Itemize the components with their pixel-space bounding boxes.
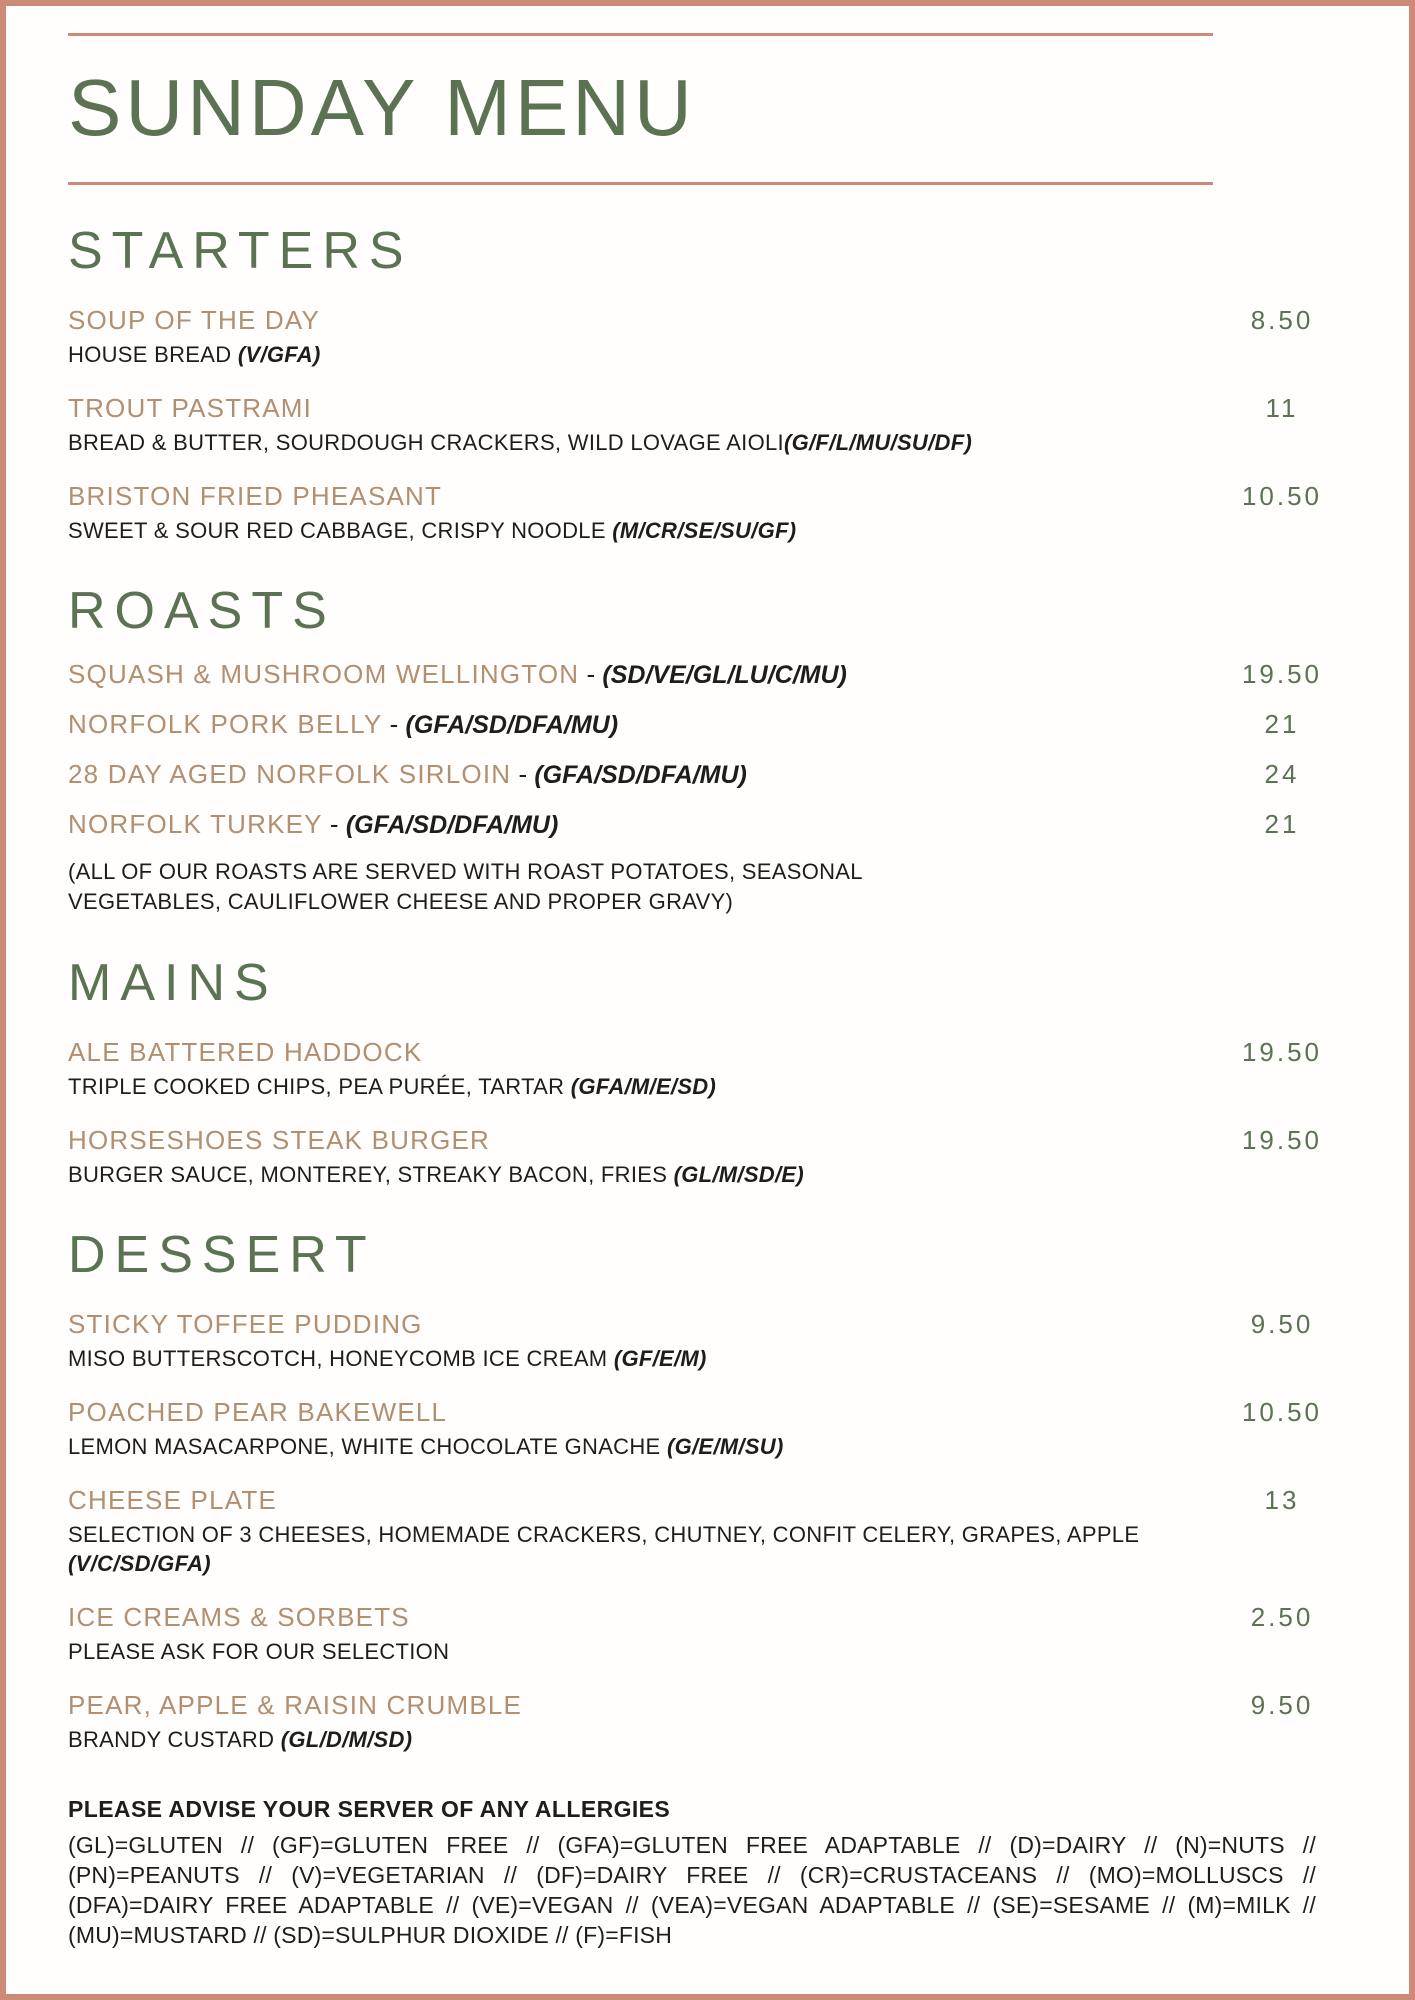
item-name: HORSESHOES STEAK BURGER: [68, 1125, 491, 1155]
item-head: [68, 707, 1347, 741]
item-name: STICKY TOFFEE PUDDING: [68, 1309, 423, 1339]
item-price: 9.50: [1250, 1309, 1314, 1339]
allergen-tag: (GFA/M/E/SD): [570, 1074, 717, 1099]
name-allergen-separator: -: [322, 809, 346, 839]
name-allergen-separator: -: [511, 759, 535, 789]
item-description: [68, 1344, 1347, 1373]
item-price: 11: [1265, 393, 1299, 423]
allergen-tag: (G/E/M/SU): [666, 1434, 784, 1459]
section-header-dessert: DESSERT: [68, 1226, 376, 1284]
item-head: [68, 1600, 1347, 1634]
item-description: [68, 1725, 1347, 1754]
item-name: SQUASH & MUSHROOM WELLINGTON: [68, 659, 580, 689]
item-head: [68, 807, 1347, 841]
item-price: 8.50: [1250, 305, 1314, 335]
allergen-tag: (GFA/SD/DFA/MU): [405, 711, 619, 739]
item-price: 19.50: [1241, 1037, 1323, 1067]
item-desc-text: MISO BUTTERSCOTCH, HONEYCOMB ICE CREAM: [68, 1346, 614, 1371]
allergen-tag: (GFA/SD/DFA/MU): [345, 811, 559, 839]
section-dessert: [68, 1225, 1347, 1754]
section-mains: [68, 953, 1347, 1189]
item-name: 28 DAY AGED NORFOLK SIRLOIN: [68, 759, 512, 789]
menu-item: [68, 657, 1347, 691]
allergen-tag: (V/C/SD/GFA): [68, 1551, 211, 1576]
title-rule-top: [68, 33, 1213, 36]
item-desc-text: HOUSE BREAD: [68, 342, 238, 367]
item-price: 9.50: [1250, 1690, 1314, 1720]
item-head: [68, 1123, 1347, 1157]
item-name: NORFOLK TURKEY: [68, 809, 323, 839]
item-name: CHEESE PLATE: [68, 1485, 277, 1515]
item-head: [68, 1483, 1347, 1517]
item-description: [68, 340, 1347, 369]
name-allergen-separator: -: [382, 709, 406, 739]
item-description: [68, 1637, 1347, 1666]
item-desc-text: SWEET & SOUR RED CABBAGE, CRISPY NOODLE: [68, 518, 613, 543]
item-price: 21: [1264, 809, 1300, 839]
allergen-tag: (V/GFA): [237, 342, 321, 367]
name-allergen-separator: -: [579, 659, 603, 689]
title-rule-bottom: [68, 182, 1213, 185]
allergen-tag: (M/CR/SE/SU/GF): [612, 518, 797, 543]
item-price: 21: [1264, 709, 1300, 739]
allergen-tag: (GFA/SD/DFA/MU): [534, 761, 747, 789]
item-head: [68, 1035, 1347, 1069]
item-name: POACHED PEAR BAKEWELL: [68, 1397, 448, 1427]
item-description: [68, 1160, 1347, 1189]
item-desc-text: PLEASE ASK FOR OUR SELECTION: [68, 1639, 450, 1664]
section-header-mains: MAINS: [68, 954, 278, 1012]
item-name-line: [68, 807, 1217, 841]
allergy-footer: [68, 1794, 1347, 1950]
menu-item: [68, 807, 1347, 841]
item-head: [68, 1307, 1347, 1341]
item-name: NORFOLK PORK BELLY: [68, 709, 383, 739]
menu-item: [68, 1395, 1347, 1461]
item-description: [68, 516, 1347, 545]
section-roasts: [68, 581, 1347, 917]
allergen-tag: (GL/D/M/SD): [280, 1727, 413, 1752]
item-name: PEAR, APPLE & RAISIN CRUMBLE: [68, 1690, 523, 1720]
item-name-line: [68, 757, 1217, 791]
allergen-tag: (SD/VE/GL/LU/C/MU): [602, 661, 847, 689]
item-name: ICE CREAMS & SORBETS: [68, 1602, 410, 1632]
menu-item: [68, 1035, 1347, 1101]
item-head: [68, 479, 1347, 513]
item-head: [68, 1688, 1347, 1722]
allergen-tag: (GF/E/M): [613, 1346, 707, 1371]
item-desc-text: BRANDY CUSTARD: [68, 1727, 281, 1752]
item-head: [68, 1395, 1347, 1429]
item-price: 10.50: [1241, 1397, 1323, 1427]
item-head: [68, 303, 1347, 337]
menu-item: [68, 1600, 1347, 1666]
item-price: 19.50: [1241, 1125, 1323, 1155]
menu-item: [68, 303, 1347, 369]
menu-item: [68, 707, 1347, 741]
item-head: [68, 757, 1347, 791]
item-name: SOUP OF THE DAY: [68, 305, 321, 335]
item-price: 19.50: [1241, 659, 1323, 689]
roasts-note: (ALL OF OUR ROASTS ARE SERVED WITH ROAST POTATOES, SEASONAL VEGETABLES, CAULIFLOWER CHEESE AND PROPER GRAVY): [68, 859, 862, 914]
item-name: ALE BATTERED HADDOCK: [68, 1037, 423, 1067]
menu-item: [68, 479, 1347, 545]
section-header-starters: STARTERS: [68, 222, 413, 280]
section-header-roasts: ROASTS: [68, 582, 336, 640]
item-price: 24: [1264, 759, 1300, 789]
allergy-advice-title: PLEASE ADVISE YOUR SERVER OF ANY ALLERGIES: [68, 1796, 671, 1822]
section-starters: [68, 221, 1347, 545]
menu-item: [68, 391, 1347, 457]
item-desc-text: LEMON MASACARPONE, WHITE CHOCOLATE GNACHE: [68, 1434, 667, 1459]
allergen-tag: (G/F/L/MU/SU/DF): [783, 430, 973, 455]
item-name-line: [68, 707, 1217, 741]
item-desc-text: BREAD & BUTTER, SOURDOUGH CRACKERS, WILD LOVAGE AIOLI: [68, 430, 784, 455]
item-head: [68, 391, 1347, 425]
item-head: [68, 657, 1347, 691]
menu-item: [68, 1483, 1347, 1578]
item-name: BRISTON FRIED PHEASANT: [68, 481, 443, 511]
item-price: 2.50: [1250, 1602, 1314, 1632]
allergy-key: (GL)=GLUTEN // (GF)=GLUTEN FREE // (GFA)=GLUTEN FREE ADAPTABLE // (D)=DAIRY // (N)=NUTS // (PN)=PEANUTS // (V)=VEGETARIAN // (DF)=DAIRY FREE // (CR)=CRUSTACEANS // (MO)=MOLLUSCS // (DFA)=DAIRY FREE ADAPTABLE // (VE)=VEGAN // (VEA)=VEGAN ADAPTABLE // (SE)=SESAME // (M)=MILK // (MU)=MUSTARD // (SD)=SULPHUR DIOXIDE // (F)=FISH: [68, 1832, 1316, 1948]
item-desc-text: BURGER SAUCE, MONTEREY, STREAKY BACON, FRIES: [68, 1162, 674, 1187]
item-name: TROUT PASTRAMI: [68, 393, 313, 423]
menu-item: [68, 1123, 1347, 1189]
item-description: [68, 1520, 1347, 1578]
item-price: 10.50: [1241, 481, 1323, 511]
menu-item: [68, 757, 1347, 791]
page-title: SUNDAY MENU: [68, 63, 696, 152]
item-description: [68, 1432, 1347, 1461]
item-desc-text: TRIPLE COOKED CHIPS, PEA PURÉE, TARTAR: [68, 1074, 571, 1099]
item-description: [68, 1072, 1347, 1101]
item-price: 13: [1264, 1485, 1300, 1515]
item-desc-text: SELECTION OF 3 CHEESES, HOMEMADE CRACKERS, CHUTNEY, CONFIT CELERY, GRAPES, APPLE: [68, 1522, 1140, 1547]
menu-item: [68, 1307, 1347, 1373]
allergen-tag: (GL/M/SD/E): [673, 1162, 804, 1187]
item-description: [68, 428, 1347, 457]
menu-item: [68, 1688, 1347, 1754]
item-name-line: [68, 657, 1217, 691]
